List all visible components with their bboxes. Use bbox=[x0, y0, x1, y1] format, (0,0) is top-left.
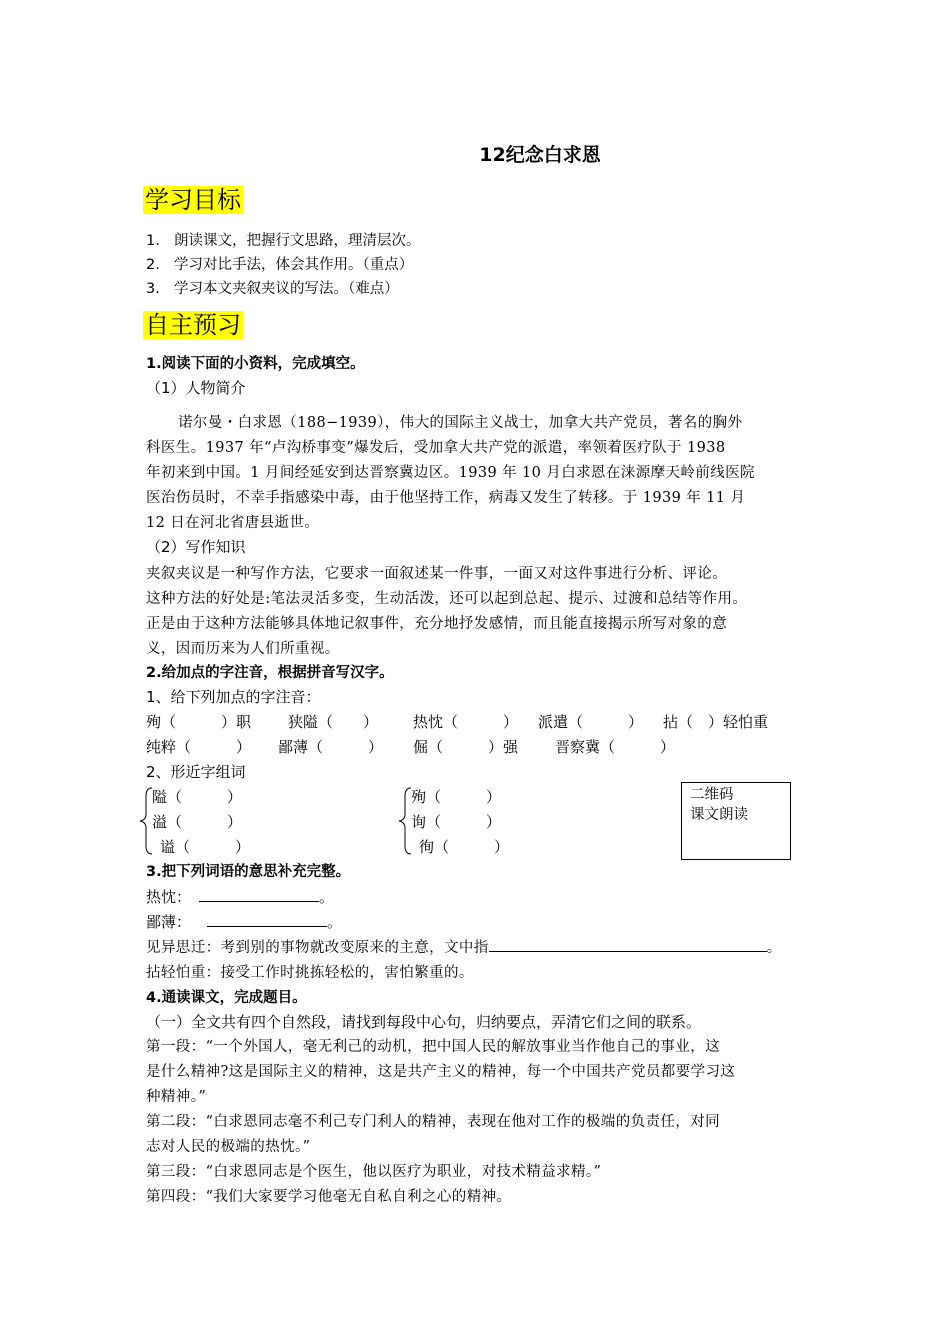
pinyin-item: 晋察冀（ ） bbox=[555, 738, 676, 756]
pinyin-item: 殉（ ）职 bbox=[146, 713, 252, 731]
similar-char-item: 谥（ ） bbox=[160, 838, 251, 856]
similar-char-item: 殉（ ） bbox=[411, 788, 502, 806]
q2-heading: 2.给加点的字注音，根据拼音写汉字。 bbox=[146, 665, 394, 681]
q1-heading: 1.阅读下面的小资料，完成填空。 bbox=[146, 356, 365, 372]
goal-item bbox=[146, 229, 421, 250]
period: 。 bbox=[327, 913, 343, 931]
pinyin-item: 热忱（ ） bbox=[413, 713, 519, 731]
goal-number: 1. bbox=[146, 233, 160, 249]
blank-line[interactable] bbox=[489, 937, 767, 952]
q4-intro: （一）全文共有四个自然段，请找到每段中心句，归纳要点，弄清它们之间的联系。 bbox=[146, 1013, 702, 1031]
section-goals-label: 学习目标 bbox=[145, 186, 241, 214]
pinyin-item: 拈（ ）轻怕重 bbox=[663, 713, 769, 731]
paragraph-line: 第一段：“一个外国人，毫无利己的动机，把中国人民的解放事业当作他自己的事业，这 bbox=[146, 1039, 721, 1055]
writing-line: 这种方法的好处是:笔法灵活多变，生动活泼，还可以起到总起、提示、过渡和总结等作用。 bbox=[146, 591, 748, 607]
section-preview-label: 自主预习 bbox=[145, 311, 241, 339]
paragraph-line: 第三段：“白求恩同志是个医生，他以医疗为职业，对技术精益求精。” bbox=[146, 1164, 602, 1180]
q2-sub2: 2、形近字组词 bbox=[146, 763, 246, 781]
writing-line: 正是由于这种方法能够具体地记叙事件，充分地抒发感情，而且能直接揭示所写对象的意 bbox=[146, 616, 728, 632]
period: 。 bbox=[766, 940, 782, 956]
q3-heading: 3.把下列词语的意思补充完整。 bbox=[146, 864, 351, 880]
similar-char-item: 隘（ ） bbox=[152, 788, 243, 806]
section-preview-heading bbox=[143, 310, 243, 340]
bio-line: 医治伤员时，不幸手指感染中毒，由于他坚持工作，病毒又发生了转移。于 1939 年 11 月 bbox=[146, 490, 746, 506]
paragraph-line: 种精神。” bbox=[146, 1089, 207, 1105]
pinyin-item: 倔（ ）强 bbox=[413, 738, 519, 756]
paragraph-line: 志对人民的极端的热忱。” bbox=[146, 1139, 311, 1155]
term-label: 鄙薄： bbox=[146, 913, 192, 931]
goal-number: 3. bbox=[146, 281, 160, 297]
period: 。 bbox=[319, 888, 335, 906]
paragraph-line: 第二段：“白求恩同志毫不利己专门利人的精神，表现在他对工作的极端的负责任，对同 bbox=[146, 1114, 721, 1130]
term-definition: 见异思迁：考到别的事物就改变原来的主意，文中指 bbox=[146, 940, 489, 956]
paragraph-line: 第四段：“我们大家要学习他毫无自私自利之心的精神。 bbox=[146, 1189, 512, 1205]
q4-heading: 4.通读课文，完成题目。 bbox=[146, 990, 307, 1006]
definition-row bbox=[146, 936, 782, 957]
blank-line[interactable] bbox=[199, 887, 319, 902]
pinyin-item: 纯粹（ ） bbox=[146, 738, 252, 756]
goal-item bbox=[146, 277, 399, 298]
goal-text: 朗读课文，把握行文思路，理清层次。 bbox=[174, 233, 421, 249]
q2-sub1: 1、给下列加点的字注音： bbox=[146, 688, 321, 706]
pinyin-item: 鄙薄（ ） bbox=[278, 738, 384, 756]
goal-number: 2. bbox=[146, 257, 160, 273]
paragraph-line: 是什么精神?这是国际主义的精神，这是共产主义的精神，每一个中国共产党员都要学习这 bbox=[146, 1064, 736, 1080]
bio-line: 科医生。1937 年“卢沟桥事变”爆发后，受加拿大共产党的派遣，率领着医疗队于 1938 bbox=[146, 440, 726, 456]
similar-char-item: 溢（ ） bbox=[152, 813, 243, 831]
writing-line: 义，因而历来为人们所重视。 bbox=[146, 641, 340, 657]
page-title: 12纪念白求恩 bbox=[479, 144, 601, 166]
definition-row: 拈轻怕重：接受工作时挑拣轻松的，害怕繁重的。 bbox=[146, 965, 474, 981]
similar-char-item: 询（ ） bbox=[411, 813, 502, 831]
bio-line: 年初来到中国。1 月间经延安到达晋察冀边区。1939 年 10 月白求恩在涞源摩天岭前线医院 bbox=[146, 465, 755, 481]
bio-line: 诺尔曼・白求恩（188−1939），伟大的国际主义战士，加拿大共产党员，著名的胸外 bbox=[178, 415, 743, 431]
qr-sublabel: 课文朗读 bbox=[690, 807, 748, 823]
similar-char-item: 徇（ ） bbox=[419, 838, 510, 856]
bio-line: 12 日在河北省唐县逝世。 bbox=[146, 515, 320, 531]
definition-row bbox=[146, 911, 342, 932]
goal-text: 学习对比手法，体会其作用。（重点） bbox=[174, 257, 414, 273]
section-goals-heading bbox=[143, 185, 243, 215]
q1-sub1: （1）人物简介 bbox=[146, 379, 246, 397]
writing-line: 夹叙夹议是一种写作方法，它要求一面叙述某一件事，一面又对这件事进行分析、评论。 bbox=[146, 566, 728, 582]
pinyin-item: 派遣（ ） bbox=[538, 713, 644, 731]
goal-text: 学习本文夹叙夹议的写法。（难点） bbox=[174, 281, 399, 297]
qr-label: 二维码 bbox=[690, 787, 734, 803]
qr-code-box[interactable] bbox=[681, 782, 791, 860]
pinyin-item: 狭隘（ ） bbox=[288, 713, 379, 731]
definition-row bbox=[146, 886, 334, 907]
goal-item bbox=[146, 253, 413, 274]
q1-sub2: （2）写作知识 bbox=[146, 538, 246, 556]
term-label: 热忱： bbox=[146, 888, 192, 906]
blank-line[interactable] bbox=[207, 912, 327, 927]
